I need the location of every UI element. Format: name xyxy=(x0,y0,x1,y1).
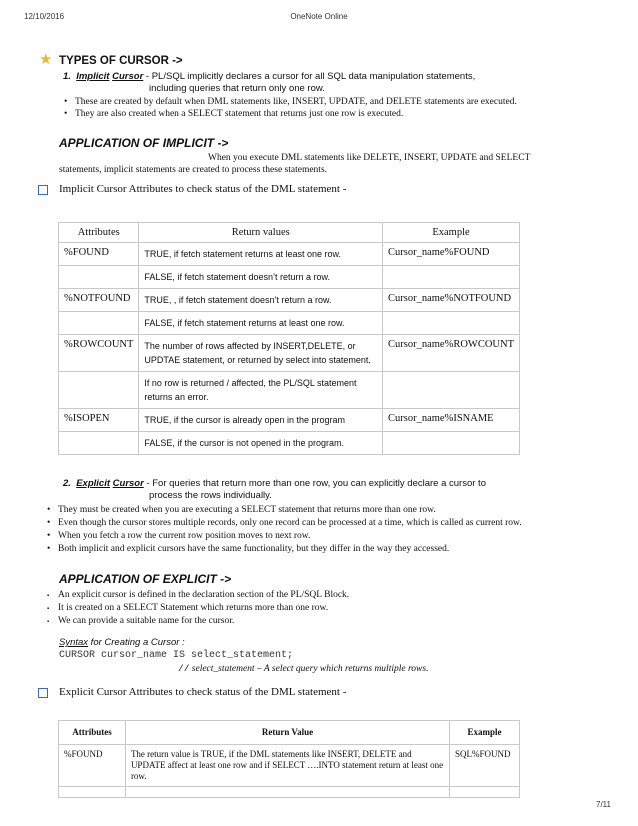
table-cell xyxy=(383,432,520,455)
comment-slash: // xyxy=(178,663,190,674)
page-number: 7/11 xyxy=(596,800,611,809)
list-item: ▪ We can provide a suitable name for the cursor. xyxy=(46,615,606,627)
explicit-attributes-table xyxy=(58,720,520,798)
app-explicit-bullets xyxy=(46,589,606,627)
table-cell xyxy=(59,372,139,409)
list-item: • They are also created when a SELECT statement that returns just one row is executed. xyxy=(63,108,623,120)
explicit-desc-2: process the rows individually. xyxy=(149,490,272,501)
table-cell xyxy=(383,372,520,409)
column-header: Return values xyxy=(139,223,383,243)
table-cell xyxy=(59,312,139,335)
table-cell xyxy=(59,432,139,455)
table-cell: %ISOPEN xyxy=(59,409,139,432)
app-title: OneNote Online xyxy=(290,12,348,21)
table-cell: The return value is TRUE, if the DML statements like INSERT, DELETE and UPDATE affect at least one row and if SELECT ….INTO statement return at least one row. xyxy=(125,745,449,787)
table-cell: FALSE, if fetch statement returns at least one row. xyxy=(139,312,383,335)
column-header: Example xyxy=(450,721,520,745)
implicit-attributes-heading: Implicit Cursor Attributes to check status of the DML statement - xyxy=(59,183,347,195)
syntax-comment xyxy=(178,663,428,674)
table-cell xyxy=(59,787,126,798)
table-row xyxy=(59,372,520,409)
table-cell: %FOUND xyxy=(59,745,126,787)
table-row xyxy=(59,335,520,372)
table-cell xyxy=(125,787,449,798)
table-row xyxy=(59,312,520,335)
list-item: ▪ An explicit cursor is defined in the declaration section of the PL/SQL Block. xyxy=(46,589,606,601)
table-cell: TRUE, if the cursor is already open in the program xyxy=(139,409,383,432)
types-heading: TYPES OF CURSOR -> xyxy=(59,55,183,67)
table-cell: If no row is returned / affected, the PL/SQL statement returns an error. xyxy=(139,372,383,409)
table-cell: TRUE, if fetch statement returns at least one row. xyxy=(139,243,383,266)
app-explicit-heading: APPLICATION OF EXPLICIT -> xyxy=(59,572,232,586)
table-row xyxy=(59,745,520,787)
implicit-word: Implicit xyxy=(76,71,110,82)
table-cell: %ROWCOUNT xyxy=(59,335,139,372)
table-cell: FALSE, if the cursor is not opened in the program. xyxy=(139,432,383,455)
table-cell xyxy=(383,266,520,289)
list-item: • Even though the cursor stores multiple records, only one record can be processed at a time, which is called as current row. xyxy=(46,517,631,529)
explicit-desc: - For queries that return more than one row, you can explicitly declare a cursor to xyxy=(143,478,486,489)
comment-text: select_statement – A select query which returns multiple rows. xyxy=(189,664,429,674)
cursor-word: Cursor xyxy=(112,71,144,82)
list-item: ▪ It is created on a SELECT Statement which returns more than one row. xyxy=(46,602,606,614)
implicit-def xyxy=(63,71,583,95)
column-header: Return Value xyxy=(125,721,449,745)
implicit-num: 1. xyxy=(63,71,71,82)
table-cell: %NOTFOUND xyxy=(59,289,139,312)
todo-checkbox[interactable] xyxy=(38,185,48,195)
list-item: • When you fetch a row the current row position moves to next row. xyxy=(46,530,631,542)
table-header-row xyxy=(59,721,520,745)
table-header-row xyxy=(59,223,520,243)
table-cell: Cursor_name%ROWCOUNT xyxy=(383,335,520,372)
table-cell: TRUE, , if fetch statement doesn’t return a row. xyxy=(139,289,383,312)
table-row xyxy=(59,243,520,266)
table-cell: SQL%FOUND xyxy=(450,745,520,787)
list-item: • Both implicit and explicit cursors have the same functionality, but they differ in the way they accessed. xyxy=(46,543,631,555)
column-header: Attributes xyxy=(59,721,126,745)
explicit-def xyxy=(63,478,603,502)
app-implicit-heading: APPLICATION OF IMPLICIT -> xyxy=(59,136,229,150)
table-cell: FALSE, if fetch statement doesn’t return a row. xyxy=(139,266,383,289)
table-cell: Cursor_name%ISNAME xyxy=(383,409,520,432)
table-cell xyxy=(450,787,520,798)
syntax-rest: for Creating a Cursor : xyxy=(88,637,185,648)
table-row xyxy=(59,289,520,312)
app-implicit-line2: statements, implicit statements are created to process these statements. xyxy=(59,165,328,175)
implicit-attributes-table xyxy=(58,222,520,455)
cursor-word: Cursor xyxy=(112,478,144,489)
implicit-bullets xyxy=(63,96,623,120)
list-item: • These are created by default when DML statements like, INSERT, UPDATE, and DELETE statements are executed. xyxy=(63,96,623,108)
table-row xyxy=(59,409,520,432)
table-cell: The number of rows affected by INSERT,DELETE, or UPDTAE statement, or returned by select into statement. xyxy=(139,335,383,372)
explicit-bullets xyxy=(46,504,631,555)
explicit-attributes-heading: Explicit Cursor Attributes to check status of the DML statement - xyxy=(59,686,347,698)
column-header: Attributes xyxy=(59,223,139,243)
explicit-word: Explicit xyxy=(76,478,111,489)
syntax-code: CURSOR cursor_name IS select_statement; xyxy=(59,650,294,661)
implicit-desc-2: including queries that return only one row. xyxy=(149,83,325,94)
table-cell: Cursor_name%NOTFOUND xyxy=(383,289,520,312)
table-cell xyxy=(383,312,520,335)
star-icon: ★ xyxy=(39,52,53,68)
implicit-desc: - PL/SQL implicitly declares a cursor for all SQL data manipulation statements, xyxy=(143,71,476,82)
app-implicit-line1: When you execute DML statements like DELETE, INSERT, UPDATE and SELECT xyxy=(208,153,531,163)
todo-checkbox[interactable] xyxy=(38,688,48,698)
syntax-label xyxy=(59,637,185,648)
explicit-num: 2. xyxy=(63,478,71,489)
table-cell: %FOUND xyxy=(59,243,139,266)
table-cell: Cursor_name%FOUND xyxy=(383,243,520,266)
column-header: Example xyxy=(383,223,520,243)
table-row xyxy=(59,266,520,289)
print-date: 12/10/2016 xyxy=(24,12,65,21)
table-row xyxy=(59,787,520,798)
syntax-word: Syntax xyxy=(59,637,89,648)
table-cell xyxy=(59,266,139,289)
list-item: • They must be created when you are executing a SELECT statement that returns more than one row. xyxy=(46,504,631,516)
table-row xyxy=(59,432,520,455)
